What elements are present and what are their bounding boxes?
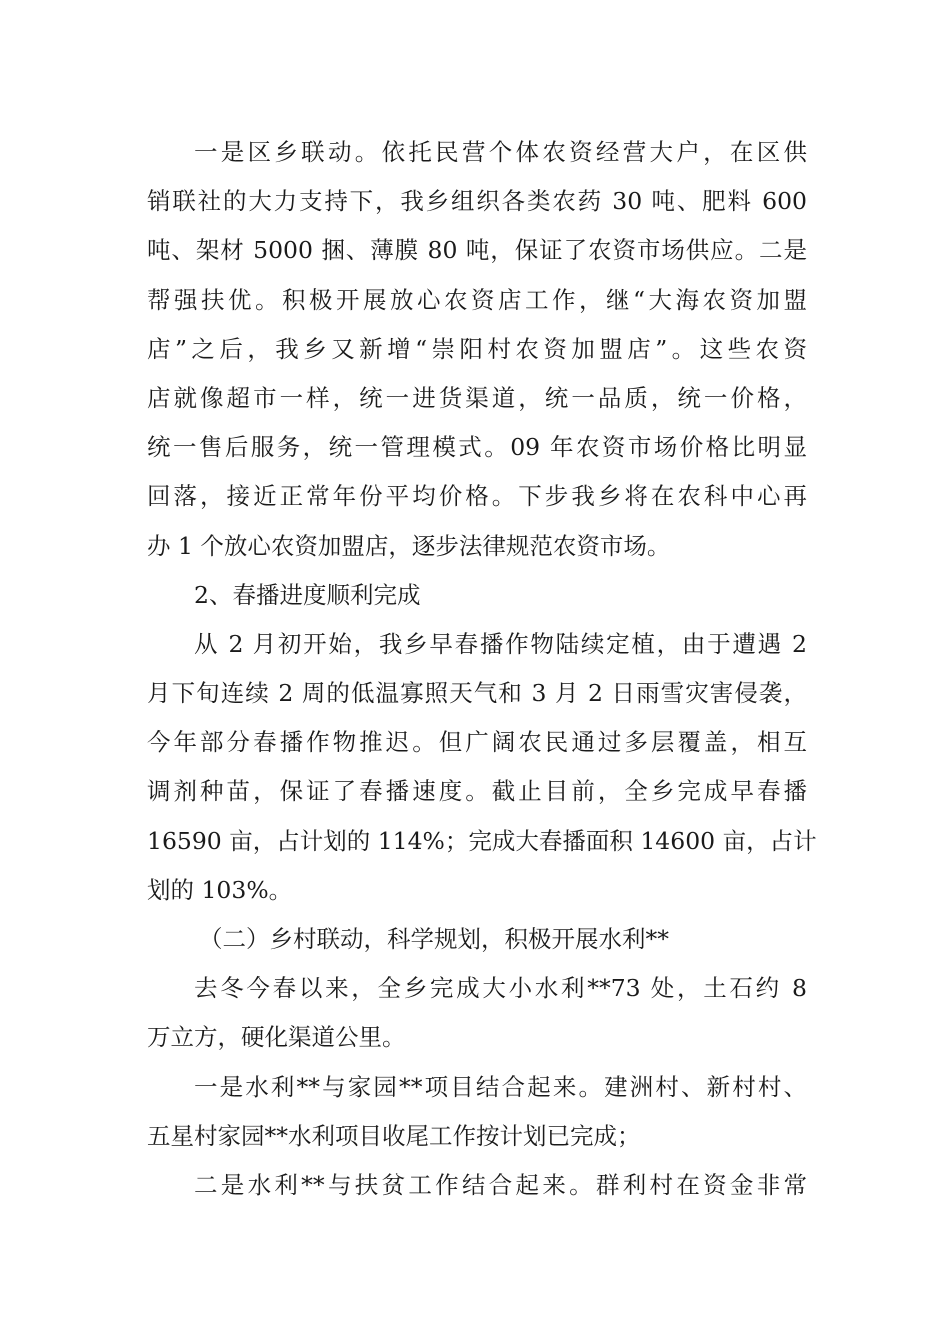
paragraph-line: 二是水利**与扶贫工作结合起来。群利村在资金非常 <box>194 1170 807 1199</box>
paragraph-line: 帮强扶优。积极开展放心农资店工作，继“大海农资加盟 <box>147 285 807 314</box>
paragraph-line: 销联社的大力支持下，我乡组织各类农药 30 吨、肥料 600 <box>147 187 807 216</box>
section-heading: 2、春播进度顺利完成 <box>194 580 421 609</box>
section-heading: （二）乡村联动，科学规划，积极开展水利** <box>199 925 669 953</box>
document-body <box>147 128 817 1210</box>
paragraph-line: 划的 103%。 <box>147 875 293 904</box>
paragraph-line: 一是区乡联动。依托民营个体农资经营大户，在区供 <box>194 138 807 166</box>
paragraph-line: 今年部分春播作物推迟。但广阔农民通过多层覆盖，相互 <box>147 728 807 757</box>
paragraph-line: 调剂种苗，保证了春播速度。截止目前，全乡完成早春播 <box>147 777 807 806</box>
paragraph-line: 店就像超市一样，统一进货渠道，统一品质，统一价格， <box>147 383 807 412</box>
paragraph-line: 16590 亩，占计划的 114%；完成大春播面积 14600 亩，占计 <box>147 826 817 855</box>
paragraph-line: 从 2 月初开始，我乡早春播作物陆续定植，由于遭遇 2 <box>194 629 807 658</box>
paragraph-line: 五星村家园**水利项目收尾工作按计划已完成； <box>147 1121 641 1150</box>
paragraph-line: 回落，接近正常年份平均价格。下步我乡将在农科中心再 <box>147 482 807 511</box>
paragraph-line: 一是水利**与家园**项目结合起来。建洲村、新村村、 <box>194 1072 807 1101</box>
paragraph-line: 办 1 个放心农资加盟店，逐步法律规范农资市场。 <box>147 531 671 560</box>
paragraph-line: 店”之后，我乡又新增“崇阳村农资加盟店”。这些农资 <box>147 334 807 363</box>
paragraph-line: 月下旬连续 2 周的低温寡照天气和 3 月 2 日雨雪灾害侵袭， <box>147 679 807 708</box>
paragraph-line: 吨、架材 5000 捆、薄膜 80 吨，保证了农资市场供应。二是 <box>147 236 807 265</box>
paragraph-line: 统一售后服务，统一管理模式。09 年农资市场价格比明显 <box>147 433 807 462</box>
paragraph-line: 去冬今春以来，全乡完成大小水利**73 处，土石约 8 <box>194 974 807 1003</box>
paragraph-line: 万立方，硬化渠道公里。 <box>147 1023 406 1052</box>
